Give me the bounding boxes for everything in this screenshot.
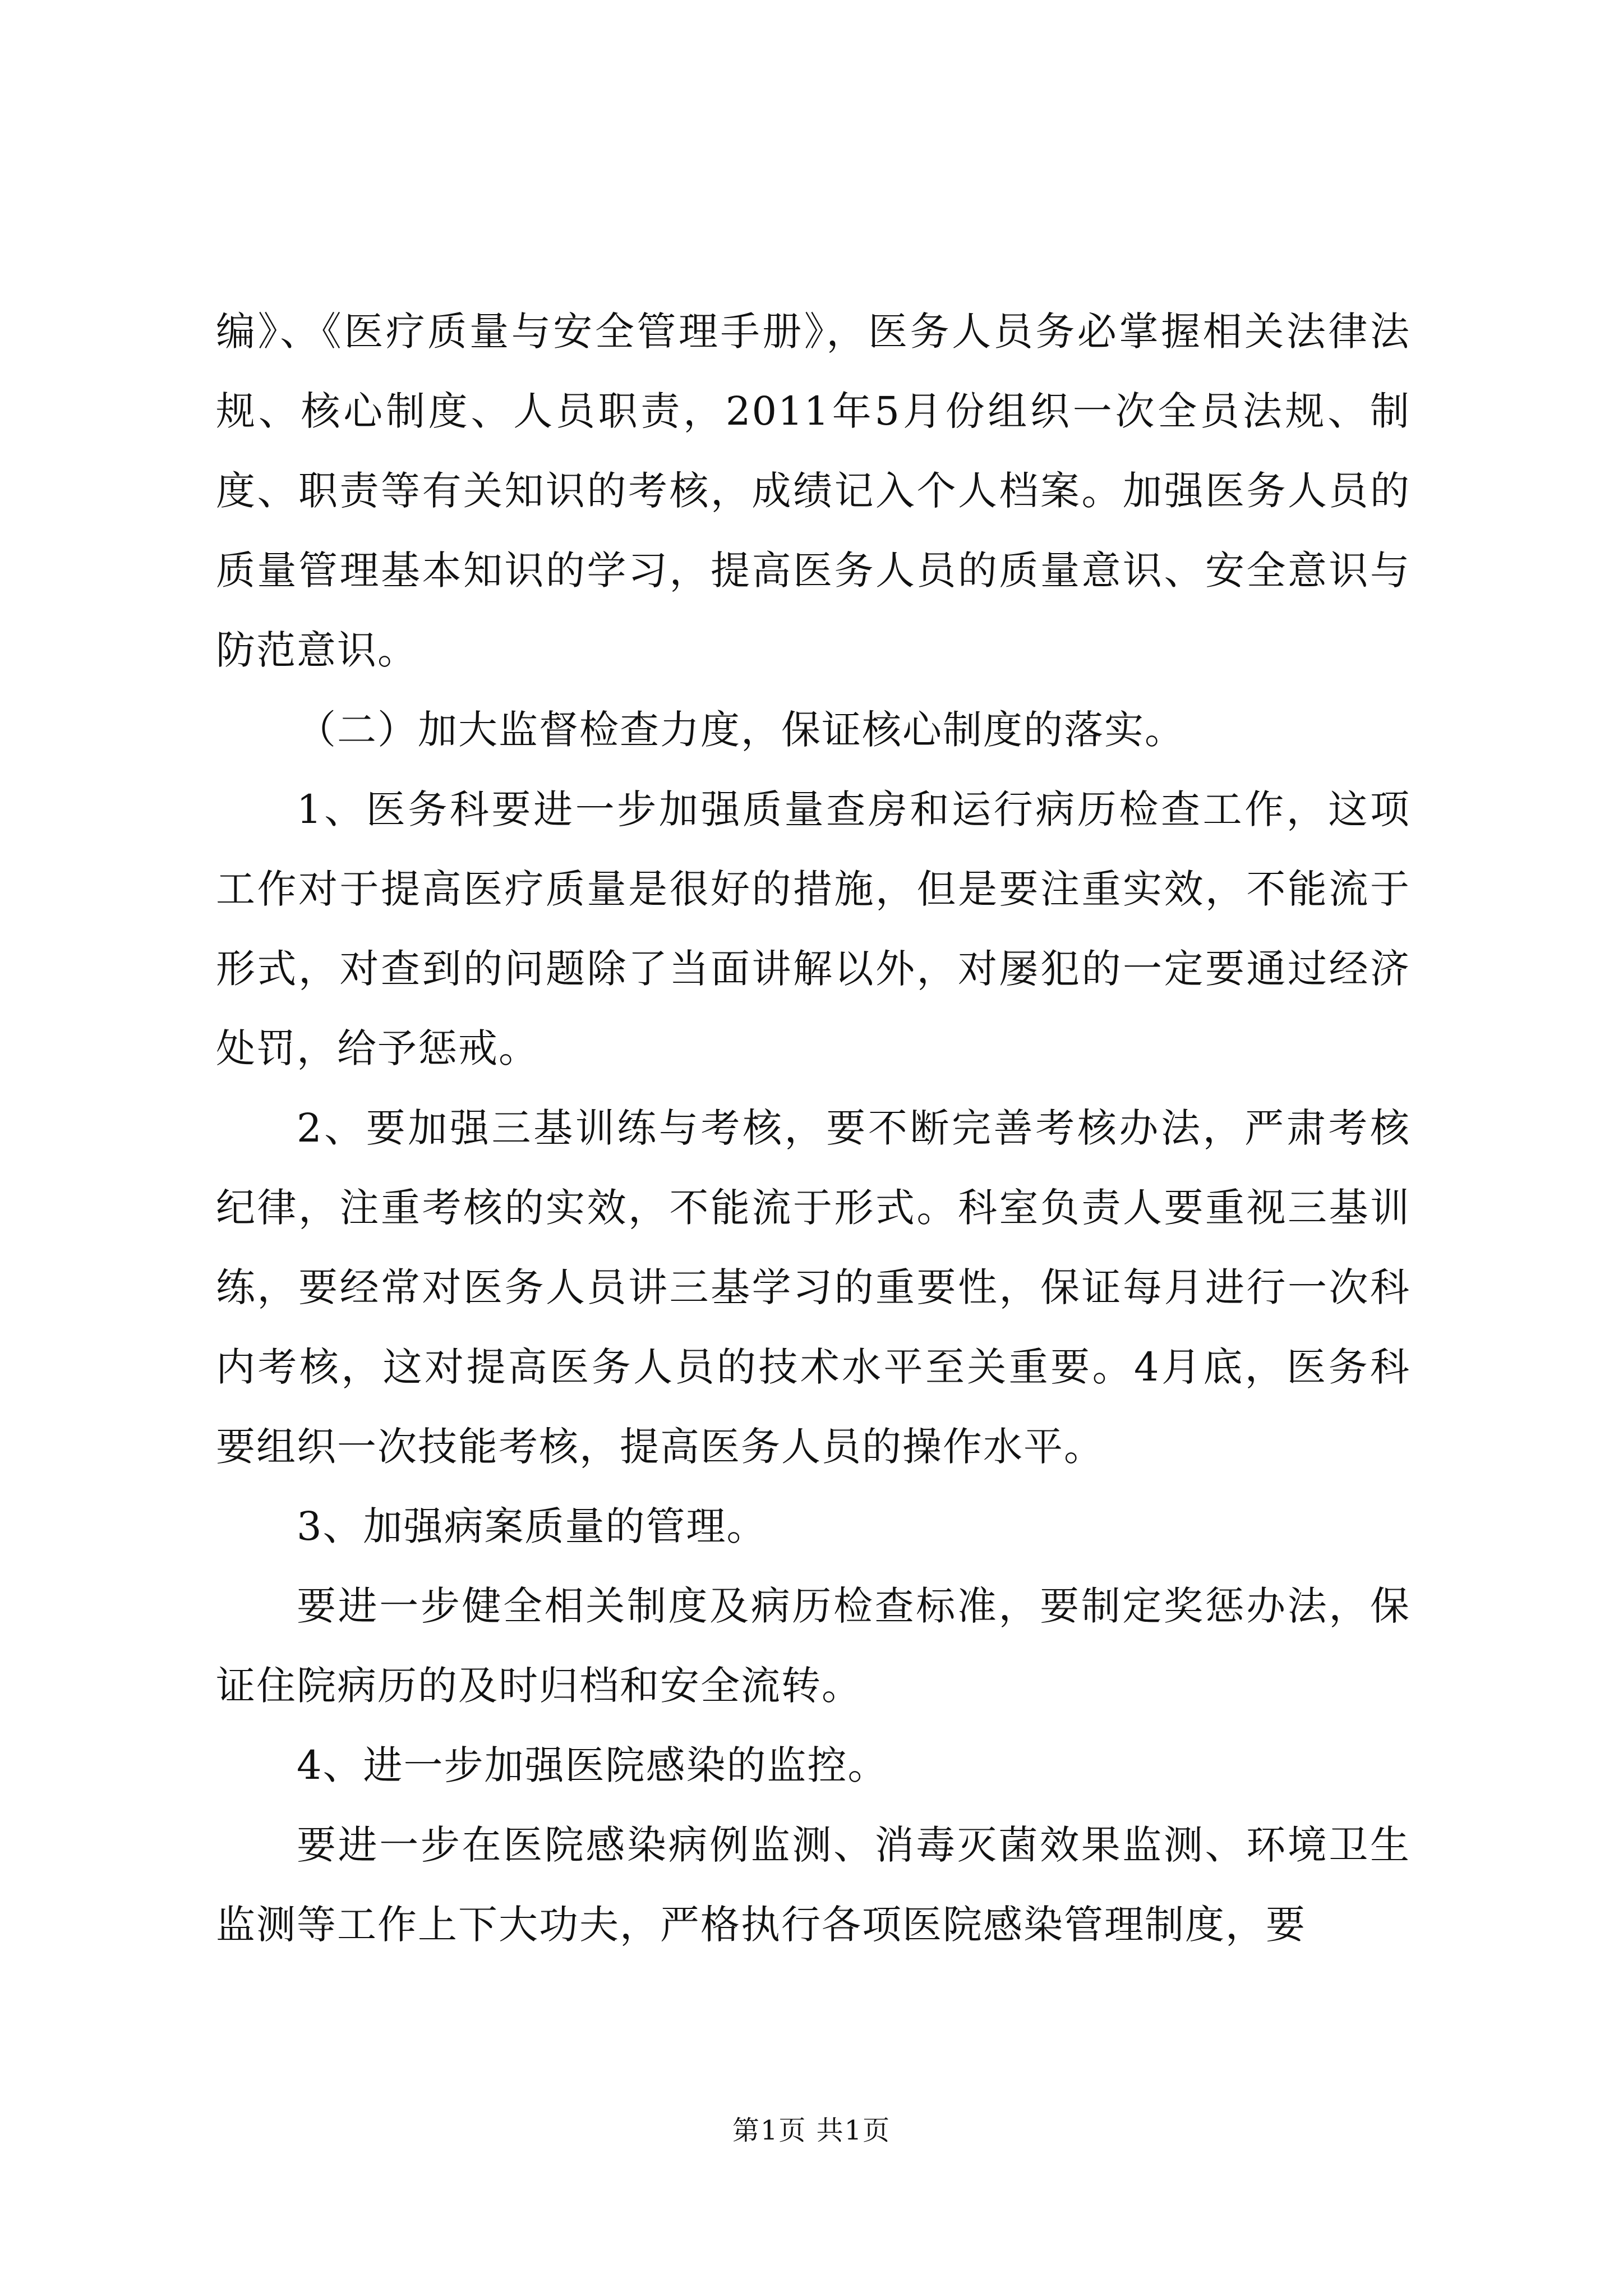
paragraph-item-4-body: 要进一步在医院感染病例监测、消毒灭菌效果监测、环境卫生监测等工作上下大功夫，严格执行各项医院感染管理制度，要	[216, 1822, 1410, 1948]
page-footer: 第1页 共1页	[732, 2115, 891, 2146]
paragraph-item-2: 2、要加强三基训练与考核，要不断完善考核办法，严肃考核纪律，注重考核的实效，不能流于形式。科室负责人要重视三基训练，要经常对医务人员讲三基学习的重要性，保证每月进行一次科内考核，这对提高医务人员的技术水平至关重要。4月底，医务科要组织一次技能考核，提高医务人员的操作水平。	[216, 1105, 1410, 1470]
section-heading-2: （二）加大监督检查力度，保证核心制度的落实。	[297, 707, 1185, 753]
document-body	[216, 292, 1410, 1964]
paragraph-item-3-body: 要进一步健全相关制度及病历检查标准，要制定奖惩办法，保证住院病历的及时归档和安全流转。	[216, 1583, 1410, 1709]
paragraph-item-4-heading: 4、进一步加强医院感染的监控。	[297, 1742, 888, 1788]
paragraph-item-1: 1、医务科要进一步加强质量查房和运行病历检查工作，这项工作对于提高医疗质量是很好的措施，但是要注重实效，不能流于形式，对查到的问题除了当面讲解以外，对屡犯的一定要通过经济处罚，给予惩戒。	[216, 786, 1410, 1071]
paragraph-item-3-heading: 3、加强病案质量的管理。	[297, 1503, 767, 1549]
paragraph-continuation: 编》、《医疗质量与安全管理手册》，医务人员务必掌握相关法律法规、核心制度、人员职责，2011年5月份组织一次全员法规、制度、职责等有关知识的考核，成绩记入个人档案。加强医务人员的质量管理基本知识的学习，提高医务人员的质量意识、安全意识与防范意识。	[216, 309, 1410, 673]
